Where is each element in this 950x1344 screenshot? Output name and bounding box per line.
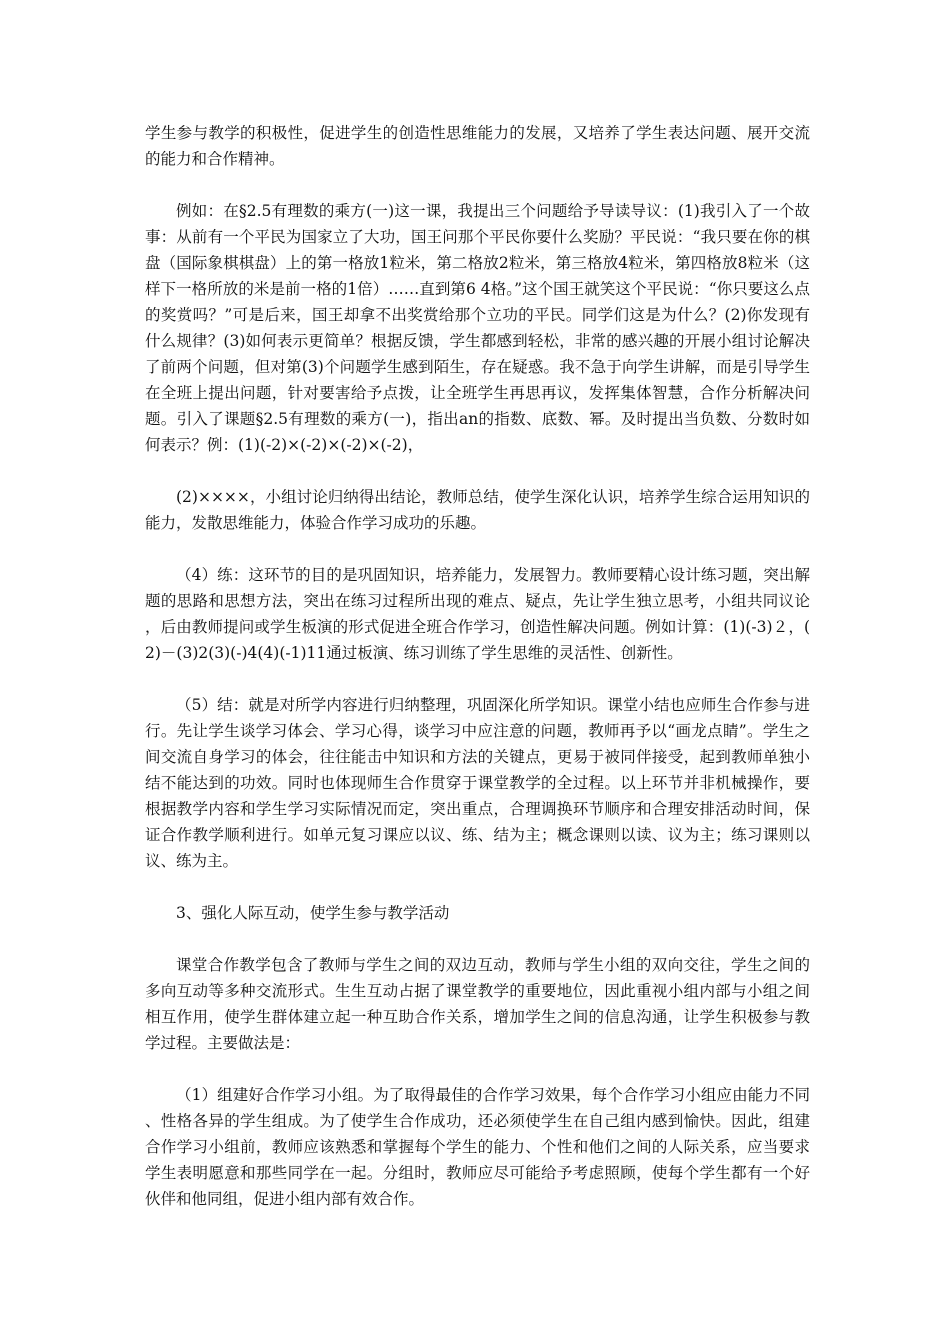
section-heading: 3、强化人际互动，使学生参与教学活动: [176, 904, 450, 922]
paragraph-example-story: 例如：在§2.5有理数的乘方(一)这一课，我提出三个问题给予导读导议：(1)我引入了一个故事：从前有一个平民为国家立了大功，国王问那个平民你要什么奖励？平民说：“我只要在你的棋盘（国际象棋棋盘）上的第一格放1粒米，第二格放2粒米，第三格放4粒米，第四格放8粒米（这样下一格所放的米是前一格的1倍）……直到第6 4格。”这个国王就笑这个平民说：“你只要这么点的奖赏吗？”可是后来，国王却拿不出奖赏给那个立功的平民。同学们这是为什么？(2)你发现有什么规律？(3)如何表示更简单？根据反馈，学生都感到轻松，非常的感兴趣的开展小组讨论解决了前两个问题，但对第(3)个问题学生感到陌生，存在疑惑。我不急于向学生讲解，而是引导学生在全班上提出问题，针对要害给予点拨，让全班学生再思再议，发挥集体智慧，合作分析解决问题。引入了课题§2.5有理数的乘方(一)，指出an的指数、底数、幂。及时提出当负数、分数时如何表示？例：(1)(-2)×(-2)×(-2)×(-2)，: [145, 202, 810, 454]
paragraph-summary: （5）结：就是对所学内容进行归纳整理，巩固深化所学知识。课堂小结也应师生合作参与进行。先让学生谈学习体会、学习心得，谈学习中应注意的问题，教师再予以“画龙点睛”。学生之间交流自身学习的体会，往往能击中知识和方法的关键点，更易于被同伴接受，起到教师单独小结不能达到的功效。同时也体现师生合作贯穿于课堂教学的全过程。以上环节并非机械操作，要根据教学内容和学生学习实际情况而定，突出重点，合理调换环节顺序和合理安排活动时间，保证合作教学顺利进行。如单元复习课应以议、练、结为主；概念课则以读、议为主；练习课则以议、练为主。: [145, 696, 810, 870]
paragraph-group-discussion: (2)××××，小组讨论归纳得出结论，教师总结，使学生深化认识，培养学生综合运用知识的能力，发散思维能力，体验合作学习成功的乐趣。: [145, 488, 810, 532]
paragraph-continuation: 学生参与教学的积极性，促进学生的创造性思维能力的发展，又培养了学生表达问题、展开交流的能力和合作精神。: [145, 124, 810, 168]
paragraph-grouping: （1）组建好合作学习小组。为了取得最佳的合作学习效果，每个合作学习小组应由能力不同、性格各异的学生组成。为了使学生合作成功，还必须使学生在自己组内感到愉快。因此，组建合作学习小组前，教师应该熟悉和掌握每个学生的能力、个性和他们之间的人际关系，应当要求学生表明愿意和那些同学在一起。分组时，教师应尽可能给予考虑照顾，使每个学生都有一个好伙伴和他同组，促进小组内部有效合作。: [145, 1086, 810, 1208]
document-body: [145, 120, 810, 1238]
paragraph-interaction: 课堂合作教学包含了教师与学生之间的双边互动，教师与学生小组的双向交往，学生之间的多向互动等多种交流形式。生生互动占据了课堂教学的重要地位，因此重视小组内部与小组之间相互作用，使学生群体建立起一种互助合作关系，增加学生之间的信息沟通，让学生积极参与教学过程。主要做法是：: [145, 956, 810, 1052]
paragraph-practice: （4）练：这环节的目的是巩固知识，培养能力，发展智力。教师要精心设计练习题，突出解题的思路和思想方法，突出在练习过程所出现的难点、疑点，先让学生独立思考，小组共同议论，后由教师提问或学生板演的形式促进全班合作学习，创造性解决问题。例如计算：(1)(-3)２，(2)－(3)2(3)(-)4(4)(-1)11通过板演、练习训练了学生思维的灵活性、创新性。: [145, 566, 810, 662]
